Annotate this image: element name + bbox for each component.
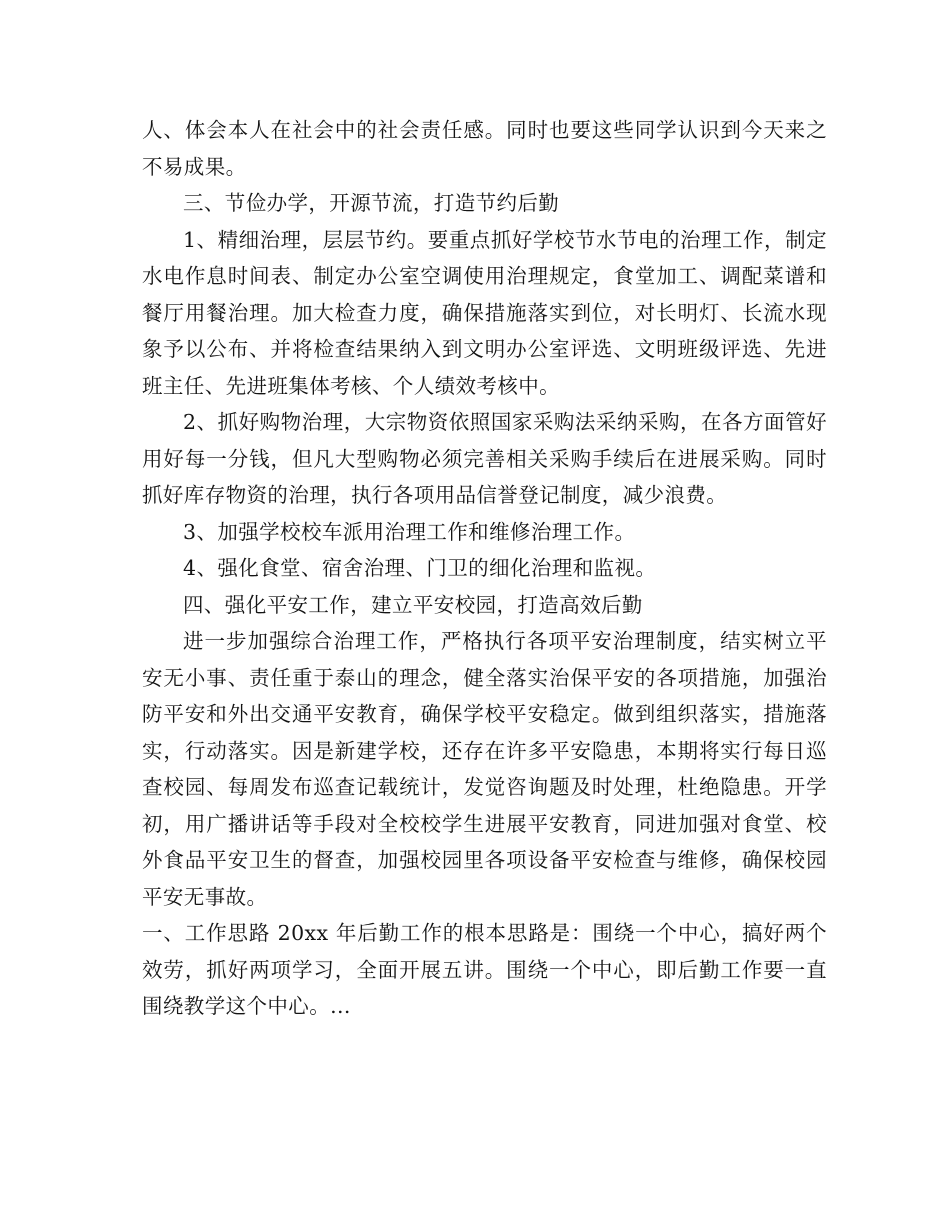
paragraph-item-3: 3、加强学校校车派用治理工作和维修治理工作。 bbox=[183, 519, 636, 544]
paragraph-item-2: 2、抓好购物治理，大宗物资依照国家采购法采纳采购，在各方面管好用好每一分钱，但凡大型购物必须完善相关采购手续后在进展采购。同时抓好库存物资的治理，执行各项用品信誉登记制度，减少浪费。 bbox=[142, 410, 827, 507]
document-body bbox=[142, 112, 827, 1025]
section-heading-frugal-logistics: 三、节俭办学，开源节流，打造节约后勤 bbox=[183, 191, 560, 215]
section-heading-safety: 四、强化平安工作，建立平安校园，打造高效后勤 bbox=[183, 592, 643, 617]
paragraph-continuation: 人、体会本人在社会中的社会责任感。同时也要这些同学认识到今天来之不易成果。 bbox=[142, 118, 827, 179]
paragraph-item-1: 1、精细治理，层层节约。要重点抓好学校节水节电的治理工作，制定水电作息时间表、制定办公室空调使用治理规定，食堂加工、调配菜谱和餐厅用餐治理。加大检查力度，确保措施落实到位，对长明灯、长流水现象予以公布、并将检查结果纳入到文明办公室评选、文明班级评选、先进班主任、先进班集体考核、个人绩效考核中。 bbox=[142, 227, 827, 398]
paragraph-item-4: 4、强化食堂、宿舍治理、门卫的细化治理和监视。 bbox=[183, 556, 657, 580]
paragraph-safety-body: 进一步加强综合治理工作，严格执行各项平安治理制度，结实树立平安无小事、责任重于泰山的理念，健全落实治保平安的各项措施，加强治防平安和外出交通平安教育，确保学校平安稳定。做到组织落实，措施落实，行动落实。因是新建学校，还存在许多平安隐患，本期将实行每日巡查校园、每周发布巡查记载统计，发觉咨询题及时处理，杜绝隐患。开学初，用广播讲话等手段对全校校学生进展平安教育，同进加强对食堂、校外食品平安卫生的督查，加强校园里各项设备平安检查与维修，确保校园平安无事故。 bbox=[142, 629, 827, 909]
paragraph-work-plan-excerpt: 一、工作思路 20xx 年后勤工作的根本思路是：围绕一个中心，搞好两个效劳，抓好两项学习，全面开展五讲。围绕一个中心，即后勤工作要一直围绕教学这个中心。... bbox=[142, 921, 827, 1018]
